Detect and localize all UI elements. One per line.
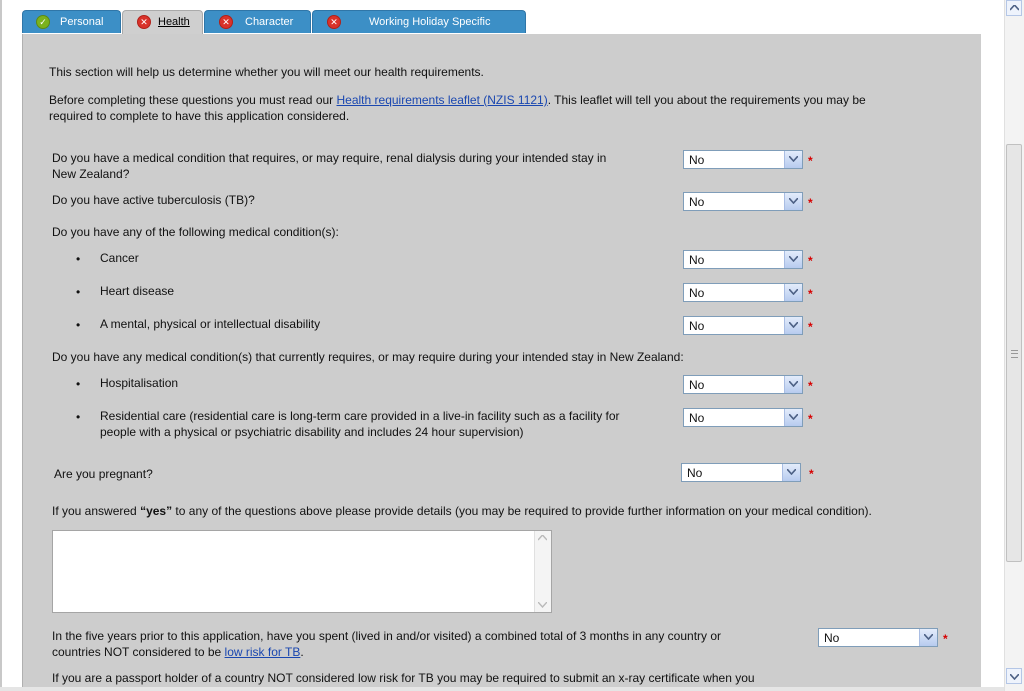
residential-care-select[interactable]: No: [683, 408, 803, 427]
intro-leaflet-text: Before completing these questions you must read our Health requirements leaflet (NZIS 1121). This leaflet will tell you about the requirements you may be: [49, 93, 866, 107]
details-instruction: If you answered “yes” to any of the questions above please provide details (you may be required to provide further information on your medical condition).: [52, 504, 872, 518]
bullet: •: [76, 285, 81, 299]
required-marker: *: [808, 287, 813, 301]
required-marker: *: [808, 379, 813, 393]
question-countries-cont: countries NOT considered to be low risk for TB.: [52, 645, 304, 659]
bottom-edge: [0, 687, 1005, 691]
question-hospitalisation: Hospitalisation: [100, 376, 179, 390]
chevron-down-icon[interactable]: [782, 464, 800, 481]
bullet: •: [76, 377, 81, 391]
intro-text: This section will help us determine whether you will meet our health requirements.: [49, 65, 484, 79]
heart-disease-select[interactable]: No: [683, 283, 803, 302]
question-dialysis-cont: New Zealand?: [52, 167, 130, 181]
bullet: •: [76, 318, 81, 332]
question-countries: In the five years prior to this application, have you spent (lived in and/or visited) a combined total of 3 months in any country or: [52, 629, 722, 643]
chevron-down-icon[interactable]: [784, 251, 802, 268]
scroll-down-icon[interactable]: [538, 602, 547, 608]
tab-character[interactable]: [204, 10, 311, 33]
scroll-up-icon[interactable]: [538, 535, 547, 541]
question-cancer: Cancer: [100, 251, 139, 265]
tb-select[interactable]: No: [683, 192, 803, 211]
textarea-scrollbar[interactable]: [534, 531, 551, 612]
chevron-down-icon[interactable]: [784, 317, 802, 334]
tab-personal[interactable]: [22, 10, 121, 33]
chevron-up-icon: [1010, 5, 1019, 11]
low-risk-tb-link[interactable]: low risk for TB: [224, 645, 301, 659]
question-heart-disease: Heart disease: [100, 284, 175, 298]
question-pregnant: Are you pregnant?: [54, 467, 153, 481]
health-leaflet-link[interactable]: Health requirements leaflet (NZIS 1121): [336, 93, 548, 107]
chevron-down-icon[interactable]: [784, 409, 802, 426]
chevron-down-icon[interactable]: [784, 193, 802, 210]
required-marker: *: [808, 154, 813, 168]
grip-icon: [1011, 350, 1018, 358]
required-marker: *: [809, 467, 814, 481]
tab-label: Working Holiday Specific: [369, 16, 491, 28]
required-marker: *: [808, 254, 813, 268]
scroll-thumb[interactable]: [1006, 144, 1022, 562]
check-icon: ✓: [36, 15, 50, 29]
page-border: [0, 0, 2, 691]
required-marker: *: [808, 412, 813, 426]
tab-label: Personal: [60, 16, 104, 28]
cancer-select[interactable]: No: [683, 250, 803, 269]
chevron-down-icon[interactable]: [784, 284, 802, 301]
chevron-down-icon[interactable]: [919, 629, 937, 646]
tab-label: Health: [158, 16, 190, 28]
dialysis-select[interactable]: No: [683, 150, 803, 169]
cross-icon: ✕: [137, 15, 151, 29]
hospitalisation-select[interactable]: No: [683, 375, 803, 394]
disability-select[interactable]: No: [683, 316, 803, 335]
scroll-up-button[interactable]: [1006, 0, 1022, 16]
chevron-down-icon: [1010, 674, 1019, 680]
bullet: •: [76, 252, 81, 266]
health-section-panel: [22, 34, 981, 691]
required-marker: *: [808, 196, 813, 210]
passport-text: If you are a passport holder of a country NOT considered low risk for TB you may be required to submit an x-ray certificate when you: [52, 671, 755, 685]
bullet: •: [76, 410, 81, 424]
tab-health[interactable]: [122, 10, 203, 35]
cross-icon: ✕: [219, 15, 233, 29]
chevron-down-icon[interactable]: [784, 376, 802, 393]
pregnant-select[interactable]: No: [681, 463, 801, 482]
countries-select[interactable]: No: [818, 628, 938, 647]
question-dialysis: Do you have a medical condition that requires, or may require, renal dialysis during your intended stay in: [52, 151, 607, 165]
required-marker: *: [943, 632, 948, 646]
details-textarea[interactable]: [52, 530, 552, 613]
required-marker: *: [808, 320, 813, 334]
page-scrollbar[interactable]: [1004, 0, 1024, 691]
cross-icon: ✕: [327, 15, 341, 29]
tab-working-holiday-specific[interactable]: [312, 10, 526, 33]
intro-leaflet-text-cont: required to complete to have this application considered.: [49, 109, 350, 123]
question-disability: A mental, physical or intellectual disability: [100, 317, 321, 331]
tab-label: Character: [245, 16, 294, 28]
question-conditions-header: Do you have any of the following medical condition(s):: [52, 225, 339, 239]
question-residential-care-cont: people with a physical or psychiatric disability and includes 24 hour supervision): [100, 425, 524, 439]
scroll-down-button[interactable]: [1006, 668, 1022, 684]
question-tb: Do you have active tuberculosis (TB)?: [52, 193, 255, 207]
question-stay-header: Do you have any medical condition(s) that currently requires, or may require during your intended stay in New Zealand:: [52, 350, 684, 364]
question-residential-care: Residential care (residential care is long-term care provided in a live-in facility such as a facility for: [100, 409, 620, 423]
chevron-down-icon[interactable]: [784, 151, 802, 168]
